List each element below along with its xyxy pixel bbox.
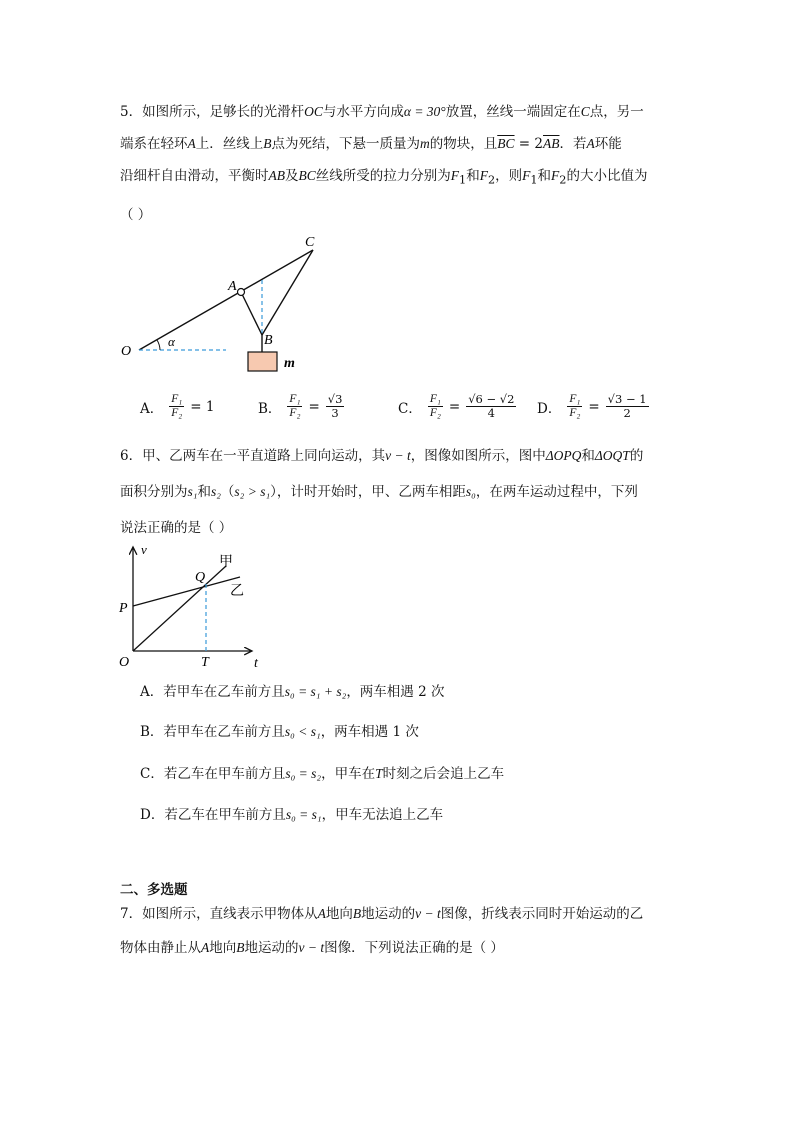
frac-num: F₁ bbox=[569, 393, 581, 405]
label-c: C bbox=[305, 235, 315, 250]
label-yi: 乙 bbox=[230, 584, 244, 599]
q7-number: 7． bbox=[120, 906, 143, 922]
q6-line-3: 说法正确的是（ ） bbox=[120, 520, 233, 536]
q7-text: 如图所示，直线表示甲物体从 bbox=[142, 906, 318, 922]
fraction-f1-f2 bbox=[169, 393, 184, 420]
label-t: t bbox=[254, 656, 258, 671]
q5-text: 与水平方向成 bbox=[322, 104, 404, 120]
frac-den: F₂ bbox=[171, 407, 183, 419]
frac-den: F₂ bbox=[289, 407, 301, 419]
option-math: s₀ = s₁ bbox=[285, 807, 322, 822]
q5-text: 丝线所受的拉力分别为 bbox=[315, 168, 451, 184]
fraction-f1-f2 bbox=[567, 393, 582, 420]
q6-s0: s₀ bbox=[465, 484, 476, 499]
q5-text: 如图所示，足够长的光滑杆 bbox=[142, 104, 305, 120]
label-q: Q bbox=[195, 570, 206, 585]
q6-line-2 bbox=[120, 482, 638, 502]
q7-text: 地运动的 bbox=[244, 940, 299, 956]
option-label: C． bbox=[398, 400, 422, 417]
ring-a bbox=[238, 289, 245, 296]
q5-text: 环能 bbox=[594, 136, 622, 152]
frac-num: √3 bbox=[327, 392, 343, 406]
q7-text: 图像，折线表示同时开始运动的乙 bbox=[440, 906, 644, 922]
fraction-value bbox=[466, 393, 516, 420]
thread-ab bbox=[241, 292, 262, 335]
q5-text: 端系在轻环 bbox=[120, 136, 188, 152]
q6-s2-gt-s1: s₂ > s₁ bbox=[234, 484, 271, 499]
section-title: 二、多选题 bbox=[120, 882, 188, 898]
q6-text: ），计时开始时，甲、乙两车相距 bbox=[270, 484, 466, 500]
q6-text: 甲、乙两车在一平直道路上同向运动，其 bbox=[142, 448, 386, 464]
q5-sym-f: F bbox=[479, 168, 488, 183]
q5-line-1 bbox=[120, 102, 644, 122]
frac-num: √3 − 1 bbox=[607, 392, 647, 406]
q5-text: 和 bbox=[537, 168, 552, 184]
q5-text: 及 bbox=[285, 168, 299, 184]
label-t-point: T bbox=[201, 655, 209, 670]
frac-den: F₂ bbox=[569, 407, 581, 419]
q5-option-b[interactable]: B． $\frac{\text{F₁}}{\text{F₂}}$ = $\frac{√3}{3}$ bbox=[258, 392, 343, 420]
q5-sym-f: F bbox=[551, 168, 560, 183]
option-text: ，甲车无法追上乙车 bbox=[321, 807, 444, 823]
q6-option-b[interactable] bbox=[140, 722, 419, 742]
q7-text: 地向 bbox=[209, 940, 237, 956]
q7-text: 地运动的 bbox=[361, 906, 416, 922]
alpha-arc bbox=[157, 340, 160, 350]
q5-text: 上．丝线上 bbox=[195, 136, 264, 152]
q6-text: ，在两车运动过程中，下列 bbox=[475, 484, 638, 500]
frac-num: F₁ bbox=[429, 393, 441, 405]
q7-vt: v − t bbox=[298, 940, 325, 955]
fraction-value bbox=[326, 393, 345, 420]
option-label: D． bbox=[537, 400, 562, 417]
option-label: A． bbox=[140, 400, 164, 417]
option-text: 若乙车在甲车前方且 bbox=[163, 766, 286, 782]
label-v: v bbox=[141, 542, 147, 557]
q5-eq2: = 2 bbox=[514, 136, 543, 152]
option-label: A． bbox=[140, 684, 164, 700]
q5-text: 沿细杆自由滑动，平衡时 bbox=[120, 168, 269, 184]
option-label: B． bbox=[140, 724, 164, 740]
q5-paren: （ ） bbox=[120, 207, 152, 223]
fraction-f1-f2 bbox=[428, 393, 443, 420]
label-m: m bbox=[284, 356, 295, 371]
option-math: s₀ = s₂ bbox=[285, 766, 322, 781]
q6-text: 和 bbox=[197, 484, 211, 500]
q5-sub-1: 1 bbox=[459, 173, 467, 187]
frac-num: √6 − √2 bbox=[468, 392, 515, 406]
option-math-t: T bbox=[375, 766, 383, 781]
frac-den: 3 bbox=[331, 406, 339, 420]
q5-sub-2: 2 bbox=[487, 173, 496, 187]
label-o: O bbox=[121, 344, 132, 359]
q5-sym-ab: $\overline{AB}$ bbox=[543, 136, 560, 151]
q5-number: 5． bbox=[120, 104, 143, 120]
q5-text: ．若 bbox=[559, 136, 587, 152]
q7-text: 图像．下列说法正确的是（ ） bbox=[324, 940, 504, 956]
q5-sub-1: 1 bbox=[530, 173, 538, 187]
q6-tri-oqt: ΔOQT bbox=[594, 448, 630, 463]
q6-option-a[interactable] bbox=[140, 682, 444, 702]
rod-oc bbox=[139, 250, 313, 350]
option-label: D． bbox=[140, 807, 165, 823]
q5-figure bbox=[110, 228, 320, 378]
option-label: C． bbox=[140, 766, 164, 782]
q5-alpha-eq: α = 30° bbox=[403, 104, 446, 119]
block-m bbox=[248, 352, 277, 371]
q6-tri-opq: ΔOPQ bbox=[545, 448, 582, 463]
label-b: B bbox=[264, 333, 273, 348]
q7-text: 物体由静止从 bbox=[120, 940, 201, 956]
frac-den: 2 bbox=[623, 406, 631, 420]
option-label: B． bbox=[258, 400, 282, 417]
q5-text: 的大小比值为 bbox=[566, 168, 648, 184]
label-a: A bbox=[228, 279, 237, 294]
q7-line-2 bbox=[120, 938, 504, 958]
label-p: P bbox=[119, 601, 128, 616]
q5-sym-oc: OC bbox=[304, 104, 323, 119]
q6-s2: s₂ bbox=[210, 484, 221, 499]
q5-text: 点为死结，下悬一质量为 bbox=[271, 136, 420, 152]
q7-sym-a: A bbox=[317, 906, 326, 921]
label-jia: 甲 bbox=[219, 555, 233, 570]
option-text: ，两车相遇 2 次 bbox=[346, 684, 445, 700]
q5-text: 放置，丝线一端固定在 bbox=[445, 104, 581, 120]
q5-sym-c: C bbox=[580, 104, 590, 119]
q5-sym-m: m bbox=[420, 136, 430, 151]
q5-sym-bc: $\overline{BC}$ bbox=[497, 136, 515, 151]
q6-number: 6． bbox=[120, 448, 143, 464]
q5-text: 点，另一 bbox=[589, 104, 644, 120]
frac-num: F₁ bbox=[289, 393, 301, 405]
q6-text: 和 bbox=[581, 448, 595, 464]
q6-text: ，图像如图所示，图中 bbox=[410, 448, 546, 464]
q7-sym-b: B bbox=[236, 940, 245, 955]
q6-line-1 bbox=[120, 446, 643, 466]
option-text: 若乙车在甲车前方且 bbox=[164, 807, 286, 823]
q6-vt: v − t bbox=[385, 448, 411, 463]
q7-line-1 bbox=[120, 904, 643, 924]
q5-sym-f: F bbox=[450, 168, 460, 183]
q5-sym-f: F bbox=[522, 168, 531, 183]
fraction-f1-f2 bbox=[287, 393, 302, 420]
q5-sym-ab: AB bbox=[268, 168, 285, 183]
q6-text: （ bbox=[220, 484, 235, 500]
q7-text: 地向 bbox=[325, 906, 353, 922]
q7-vt: v − t bbox=[415, 906, 441, 921]
q5-option-d[interactable]: D． $\frac{\text{F₁}}{\text{F₂}}$ = $\frac{√3 - 1}{2}$ bbox=[537, 392, 647, 420]
option-text: 若甲车在乙车前方且 bbox=[163, 724, 285, 740]
q7-sym-b: B bbox=[352, 906, 362, 921]
option-math: s₀ < s₁ bbox=[284, 724, 321, 739]
option-value: = 1 bbox=[190, 398, 215, 415]
q5-option-c[interactable]: C． $\frac{\text{F₁}}{\text{F₂}}$ = $\frac{√6 - √2}{4}$ bbox=[398, 392, 515, 420]
q6-text: 的 bbox=[629, 448, 644, 464]
q6-option-c[interactable] bbox=[140, 764, 504, 784]
frac-num: F₁ bbox=[171, 393, 183, 405]
q5-option-a[interactable] bbox=[140, 393, 214, 420]
q5-sym-bc: BC bbox=[298, 168, 316, 183]
option-text: 若甲车在乙车前方且 bbox=[163, 684, 285, 700]
q6-option-d[interactable] bbox=[140, 805, 443, 825]
q6-s1: s₁ bbox=[187, 484, 198, 499]
q5-line-2 bbox=[120, 134, 622, 154]
option-text: 时刻之后会追上乙车 bbox=[382, 766, 505, 782]
fraction-value bbox=[606, 393, 649, 420]
q5-text: ，则 bbox=[495, 168, 523, 184]
option-text: ，甲车在 bbox=[321, 766, 376, 782]
frac-den: 4 bbox=[487, 406, 495, 420]
q7-sym-a: A bbox=[201, 940, 210, 955]
q5-sym-a: A bbox=[586, 136, 595, 151]
q5-sym-a: A bbox=[187, 136, 196, 151]
frac-den: F₂ bbox=[429, 407, 441, 419]
label-alpha: α bbox=[168, 334, 175, 349]
option-math: s₀ = s₁ + s₂ bbox=[284, 684, 347, 699]
q6-text: 面积分别为 bbox=[120, 484, 188, 500]
q6-figure bbox=[112, 538, 272, 673]
q5-text: 和 bbox=[466, 168, 480, 184]
q5-sym-b: B bbox=[263, 136, 272, 151]
thread-bc bbox=[262, 250, 313, 335]
option-text: ，两车相遇 1 次 bbox=[320, 724, 419, 740]
label-o: O bbox=[119, 655, 130, 670]
q5-text: 的物块，且 bbox=[429, 136, 498, 152]
q5-sub-2: 2 bbox=[559, 173, 567, 187]
line-jia bbox=[133, 566, 226, 651]
q5-line-3 bbox=[120, 166, 647, 191]
